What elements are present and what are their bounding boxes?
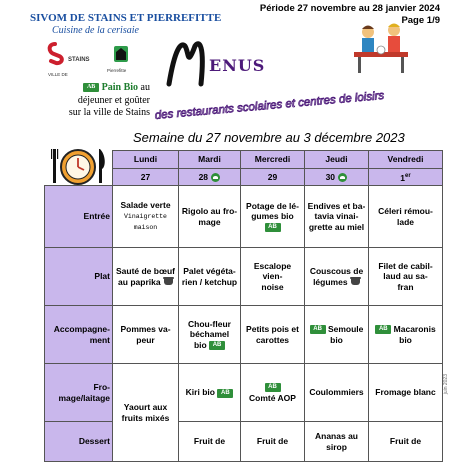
- knife-icon: [99, 149, 105, 183]
- menu-cell: Kiri bio AB: [179, 364, 241, 422]
- period-text: Période 27 novembre au 28 janvier 2024: [259, 3, 440, 14]
- menu-cell: AB Macaronis bio: [369, 306, 443, 364]
- day-number-thursday: 30: [305, 169, 369, 186]
- day-header-thursday: Jeudi: [305, 151, 369, 169]
- subtitle-text: des restaurants scolaires et centres de loisirs: [154, 89, 385, 122]
- org-subtitle: Cuisine de la cerisaie: [52, 25, 139, 36]
- pain-bio-text-3: sur la ville de Stains: [68, 107, 150, 118]
- day-header-monday: Lundi: [113, 151, 179, 169]
- leaf-icon: [211, 173, 220, 182]
- menu-cell: Fruit de: [369, 422, 443, 462]
- menus-title: [165, 38, 295, 88]
- side-note: juin 2023: [443, 373, 449, 394]
- ab-label-icon: AB: [375, 325, 391, 334]
- fork-icon: [53, 149, 56, 183]
- menu-cell: Yaourt aux fruits mixés: [113, 364, 179, 462]
- menu-cell: Palet végéta- rien / ketchup: [179, 248, 241, 306]
- menu-cell: Couscous de légumes: [305, 248, 369, 306]
- pain-bio-notice: [22, 82, 150, 120]
- menu-cell: Rigolo au fro- mage: [179, 186, 241, 248]
- menu-cell: Salade verte Vinaigrette maison: [113, 186, 179, 248]
- day-header-tuesday: Mardi: [179, 151, 241, 169]
- ab-label-icon: AB: [209, 341, 225, 350]
- day-number-monday: 27: [113, 169, 179, 186]
- menu-cell: AB Semoule bio: [305, 306, 369, 364]
- row-label-accompagnement: Accompagne- ment: [45, 306, 113, 364]
- menu-cell: Petits pois et carottes: [241, 306, 305, 364]
- row-label-dessert: Dessert: [45, 422, 113, 462]
- ab-label-icon: AB: [310, 325, 326, 334]
- pain-bio-text-1: au: [140, 82, 150, 93]
- menu-cell: Sauté de bœuf au paprika: [113, 248, 179, 306]
- stains-logo: [46, 42, 94, 82]
- pain-bio-title: Pain Bio: [101, 82, 139, 93]
- menu-cell: Escalope vien- noise: [241, 248, 305, 306]
- week-title: Semaine du 27 novembre au 3 décembre 2023: [133, 130, 405, 145]
- ab-label-icon: AB: [265, 383, 281, 392]
- day-number-tuesday: 28: [179, 169, 241, 186]
- menu-cell: Fruit de: [241, 422, 305, 462]
- menu-cell: Pommes va- peur: [113, 306, 179, 364]
- menu-cell: Potage de lé- gumes bio AB: [241, 186, 305, 248]
- stains-logo-text: STAINS: [68, 57, 90, 63]
- menu-cell: Chou-fleur béchamel bio AB: [179, 306, 241, 364]
- row-label-plat: Plat: [45, 248, 113, 306]
- leaf-icon: [338, 173, 347, 182]
- menu-cell: AB Comté AOP: [241, 364, 305, 422]
- menu-cell: Endives et ba- tavia vinai- grette au miel: [305, 186, 369, 248]
- pot-icon: [164, 279, 173, 285]
- pot-icon: [351, 279, 360, 285]
- day-number-friday: 1er: [369, 169, 443, 186]
- page-number: Page 1/9: [401, 15, 440, 26]
- ab-label-icon: AB: [217, 389, 233, 398]
- menu-table: [44, 150, 443, 462]
- menu-cell: Coulommiers: [305, 364, 369, 422]
- pierrefitte-logo-text: Pierrefitte: [107, 68, 127, 73]
- pierrefitte-logo: [106, 44, 136, 80]
- menu-cell: Ananas au sirop: [305, 422, 369, 462]
- stains-logo-small: VILLE DE: [48, 72, 68, 77]
- day-header-friday: Vendredi: [369, 151, 443, 169]
- day-header-wednesday: Mercredi: [241, 151, 305, 169]
- menu-cell: Filet de cabil- laud au sa- fran: [369, 248, 443, 306]
- org-name: SIVOM DE STAINS ET PIERREFITTE: [30, 12, 222, 24]
- clock-icon: [50, 147, 110, 187]
- title-subtitle: [150, 84, 385, 122]
- pain-bio-text-2: déjeuner et goûter: [77, 94, 150, 106]
- kids-illustration: [348, 14, 414, 80]
- menu-cell: Fruit de: [179, 422, 241, 462]
- menu-cell: Céleri rémou- lade: [369, 186, 443, 248]
- row-label-entree: Entrée: [45, 186, 113, 248]
- svg-text:ENUS: ENUS: [209, 56, 266, 75]
- row-label-fromage: Fro- mage/laitage: [45, 364, 113, 422]
- ab-label-icon: AB: [265, 223, 281, 232]
- menu-cell: Fromage blanc: [369, 364, 443, 422]
- ab-label-icon: AB: [83, 83, 99, 92]
- day-number-wednesday: 29: [241, 169, 305, 186]
